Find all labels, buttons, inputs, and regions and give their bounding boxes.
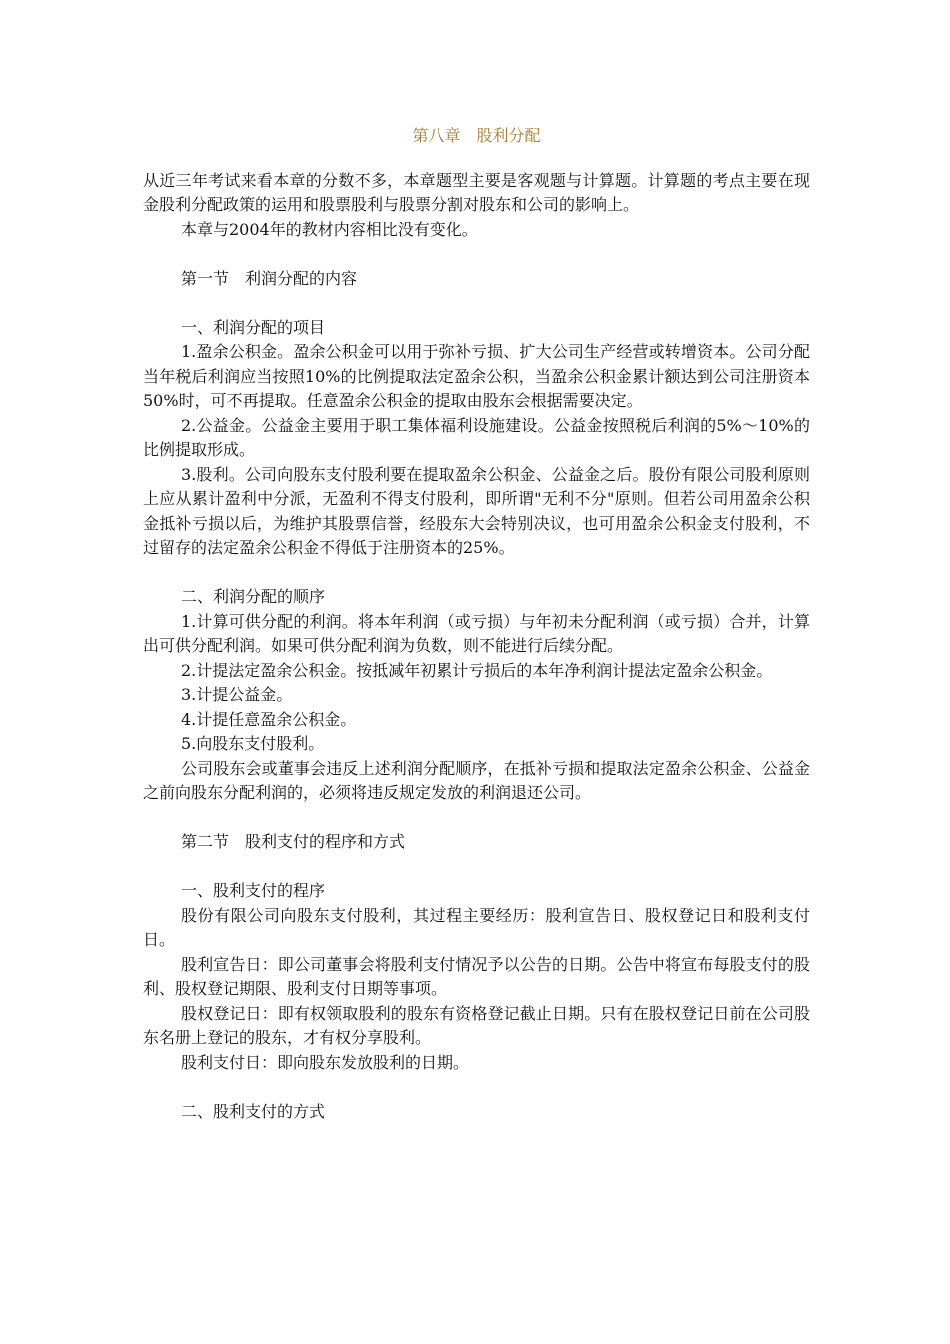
blank-line [143, 1075, 810, 1100]
body-paragraph: 股权登记日：即有权领取股利的股东有资格登记截止日期。只有在股权登记日前在公司股东名册上登记的股东，才有权分享股利。 [143, 1003, 810, 1047]
body-paragraph: 2.计提法定盈余公积金。按抵减年初累计亏损后的本年净利润计提法定盈余公积金。 [181, 660, 773, 680]
body-paragraph: 3.计提公益金。 [181, 685, 293, 704]
subsection-heading: 二、利润分配的顺序 [181, 587, 326, 606]
blank-line [143, 806, 810, 831]
blank-line [143, 855, 810, 880]
body-paragraph: 股份有限公司向股东支付股利，其过程主要经历：股利宣告日、股权登记日和股利支付日。 [143, 905, 810, 949]
subsection-heading: 一、股利支付的程序 [181, 881, 326, 900]
intro-paragraph: 从近三年考试来看本章的分数不多，本章题型主要是客观题与计算题。计算题的考点主要在现金股利分配政策的运用和股票股利与股票分割对股东和公司的影响上。 [143, 170, 810, 214]
intro-paragraph: 本章与2004年的教材内容相比没有变化。 [181, 219, 478, 239]
document-page [143, 120, 810, 1124]
body-paragraph: 2.公益金。公益金主要用于职工集体福利设施建设。公益金按照税后利润的5%～10%的比例提取形成。 [143, 415, 810, 459]
body-paragraph: 5.向股东支付股利。 [181, 734, 325, 753]
body-paragraph: 1.计算可供分配的利润。将本年利润（或亏损）与年初未分配利润（或亏损）合并，计算出可供分配利润。如果可供分配利润为负数，则不能进行后续分配。 [143, 611, 810, 655]
section-heading: 第一节 利润分配的内容 [181, 268, 358, 288]
body-paragraph: 公司股东会或董事会违反上述利润分配顺序，在抵补亏损和提取法定盈余公积金、公益金之前向股东分配利润的，必须将违反规定发放的利润退还公司。 [143, 758, 810, 802]
subsection-heading: 二、股利支付的方式 [181, 1101, 326, 1121]
section-heading: 第二节 股利支付的程序和方式 [181, 832, 406, 851]
body-paragraph: 股利宣告日：即公司董事会将股利支付情况予以公告的日期。公告中将宣布每股支付的股利、股权登记期限、股利支付日期等事项。 [143, 954, 810, 998]
body-paragraph: 3.股利。公司向股东支付股利要在提取盈余公积金、公益金之后。股份有限公司股利原则上应从累计盈利中分派，无盈利不得支付股利，即所谓"无利不分"原则。但若公司用盈余公积金抵补亏损以后，为维护其股票信誉，经股东大会特别决议，也可用盈余公积金支付股利，不过留存的法定盈余公积金不得低于注册资本的25%。 [143, 464, 810, 557]
body-paragraph: 1.盈余公积金。盈余公积金可以用于弥补亏损、扩大公司生产经营或转增资本。公司分配当年税后利润应当按照10%的比例提取法定盈余公积，当盈余公积金累计额达到公司注册资本50%时，可不再提取。任意盈余公积金的提取由股东会根据需要决定。 [143, 342, 810, 410]
subsection-heading: 一、利润分配的项目 [181, 317, 326, 337]
blank-line [143, 242, 810, 267]
body-paragraph: 4.计提任意盈余公积金。 [181, 709, 357, 729]
chapter-title: 第八章 股利分配 [412, 126, 541, 145]
blank-line [143, 291, 810, 316]
body-paragraph: 股利支付日：即向股东发放股利的日期。 [181, 1052, 470, 1072]
blank-line [143, 561, 810, 586]
